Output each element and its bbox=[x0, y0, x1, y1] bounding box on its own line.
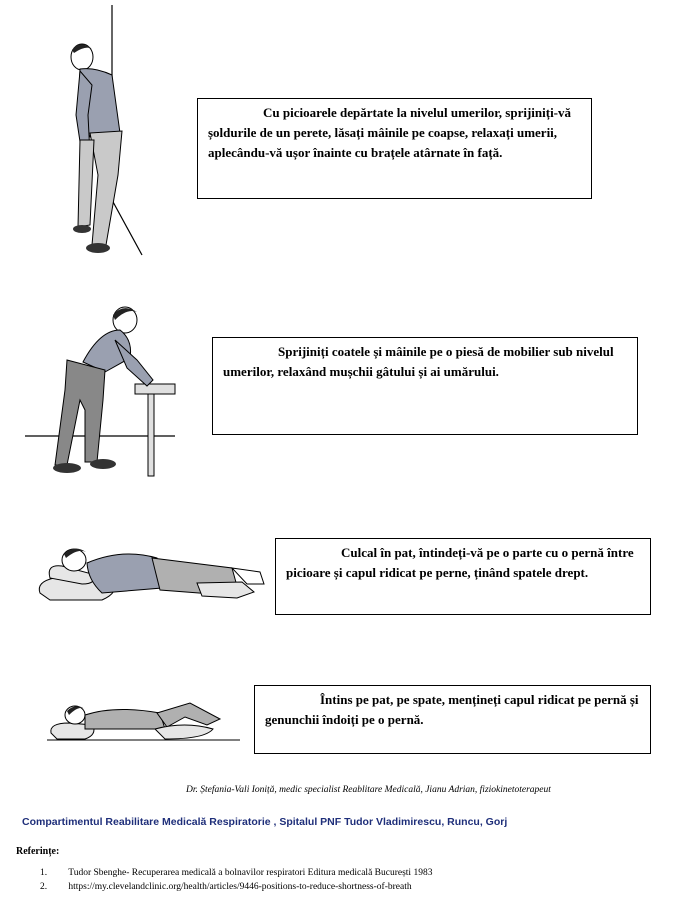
instruction-text-2: Sprijiniți coatele și mâinile pe o piesă de mobilier sub nivelul umerilor, relaxând mușchii gâtului și ai umărului. bbox=[223, 344, 614, 379]
reference-text: Tudor Sbenghe- Recuperarea medicală a bolnavilor respiratori Editura medicală București 1983 bbox=[68, 868, 433, 878]
reference-item bbox=[40, 882, 432, 896]
instruction-text-4: Întins pe pat, pe spate, mențineți capul ridicat pe pernă și genunchii îndoiți pe o pernă. bbox=[265, 692, 639, 727]
illustration-leaning-on-furniture bbox=[25, 300, 185, 480]
authors-credit: Dr. Ștefania-Vali Ioniță, medic specialist Reablitare Medicală, Jianu Adrian, fiziokinetoterapeut bbox=[186, 785, 551, 795]
instruction-box-2 bbox=[212, 337, 638, 435]
instruction-text-1: Cu picioarele depărtate la nivelul umerilor, sprijiniți-vă șoldurile de un perete, lăsați mâinile pe coapse, relaxați umerii, aplecându-vă ușor înainte cu brațele atârnate în față. bbox=[208, 105, 572, 160]
references-title: Referințe: bbox=[16, 846, 60, 857]
references-list bbox=[40, 868, 432, 896]
reference-item bbox=[40, 868, 432, 882]
instruction-box-1 bbox=[197, 98, 592, 199]
illustration-lying-on-back bbox=[45, 695, 245, 745]
reference-number: 2. bbox=[40, 882, 48, 892]
illustration-standing-against-wall bbox=[60, 5, 160, 260]
department-heading: Compartimentul Reabilitare Medicală Respiratorie , Spitalul PNF Tudor Vladimirescu, Runcu, Gorj bbox=[22, 816, 508, 828]
reference-number: 1. bbox=[40, 868, 48, 878]
reference-link[interactable]: https://my.clevelandclinic.org/health/articles/9446-positions-to-reduce-shortness-of-breath bbox=[68, 882, 412, 892]
instruction-box-4 bbox=[254, 685, 651, 754]
instruction-box-3 bbox=[275, 538, 651, 615]
illustration-lying-on-side bbox=[32, 538, 272, 608]
instruction-text-3: Culcal în pat, întindeți-vă pe o parte cu o pernă între picioare și capul ridicat pe perne, ținând spatele drept. bbox=[286, 545, 634, 580]
